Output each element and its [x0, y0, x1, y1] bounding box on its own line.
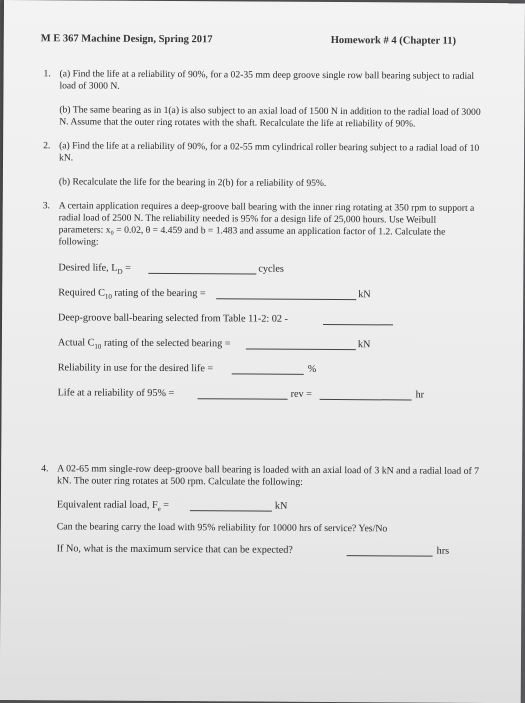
rev-unit: rev =: [290, 388, 312, 400]
problem-3-text: A certain application requires a deep-groove ball bearing with the inner ring rotating at 350 rpm to support a radial load of 2500 N. The reliability needed is 95% for a design life of 25,000 hours. Use Weibull parameters: x₀ = 0.02, θ = 4.459 and b = 1.483 and assume an application factor of 1.2. Calculate the following:: [58, 200, 475, 248]
life95-label: Life at a reliability of 95% =: [57, 387, 175, 400]
life95-row: [58, 387, 482, 402]
problem-number: 4.: [41, 463, 49, 475]
percent-unit: %: [307, 363, 317, 375]
cycles-unit: cycles: [258, 263, 284, 275]
problem-2a: (a) Find the life at a reliability of 90%, for a 02-55 mm cylindrical roller bearing subject to a radial load of 10 kN.: [59, 140, 480, 164]
problem-number: 1.: [43, 68, 51, 80]
life95-hr-blank[interactable]: [320, 399, 412, 401]
actual-c10-blank[interactable]: [246, 348, 356, 350]
hr-unit: hr: [415, 389, 425, 401]
kn-unit: kN: [357, 339, 371, 351]
problem-4: [41, 463, 487, 568]
max-service-row: [57, 543, 486, 558]
required-c10-label: Required $C_{10}$ rating of the bearing =: [58, 287, 206, 301]
desired-life-label: Desired life, $L_D$ =: [58, 262, 131, 276]
desired-life-blank[interactable]: [148, 273, 256, 275]
problem-1b: (b) The same bearing as in 1(a) is also subject to an axial load of 1500 N in addition to the radial load of 3000 N. Assume that the outer ring rotates with the shaft. Recalculate the life at reliability of 90%.: [59, 104, 481, 130]
reliability-blank[interactable]: [232, 373, 304, 374]
problem-2b: (b) Recalculate the life for the bearing in 2(b) for a reliability of 95%.: [58, 176, 327, 189]
equiv-load-row: [57, 499, 486, 514]
reliability-row: [58, 362, 482, 377]
problem-1a: (a) Find the life at a reliability of 90%, for a 02-35 mm deep groove single row ball bearing subject to radial load of 3000 N.: [59, 68, 475, 92]
life95-rev-blank[interactable]: [198, 398, 288, 400]
bearing-selected-row: [58, 312, 482, 327]
required-c10-blank[interactable]: [216, 298, 356, 300]
homework-title: Homework # 4 (Chapter 11): [330, 34, 457, 47]
reliability-label: Reliability in use for the desired life =: [57, 362, 214, 375]
course-title: M E 367 Machine Design, Spring 2017: [40, 33, 213, 46]
desired-life-row: [58, 262, 482, 277]
actual-c10-row: [58, 337, 482, 352]
max-service-blank[interactable]: [347, 555, 433, 557]
problem-number: 2.: [43, 140, 51, 152]
capacity-question: Can the bearing carry the load with 95% reliability for 10000 hrs of service? Yes/No: [56, 521, 388, 535]
problem-list: [41, 68, 483, 415]
max-service-label: If No, what is the maximum service that can be expected?: [56, 543, 293, 556]
page-header: [40, 33, 485, 47]
problem-number: 3.: [42, 200, 50, 212]
bearing-selected-label: Deep-groove ball-bearing selected from Table 11-2: 02 -: [58, 312, 288, 325]
equiv-load-blank[interactable]: [190, 510, 272, 512]
kn-unit: kN: [274, 500, 288, 512]
hrs-unit: hrs: [436, 545, 450, 557]
required-c10-row: [58, 287, 482, 302]
problem-1: [43, 68, 483, 131]
problem-3: [42, 200, 483, 402]
kn-unit: kN: [358, 289, 371, 301]
bearing-selected-blank[interactable]: [323, 324, 393, 325]
equiv-load-label: Equivalent radial load, $F_e$ =: [56, 499, 170, 513]
problem-4-text: A 02-65 mm single-row deep-groove ball bearing is loaded with an axial load of 3 kN and a radial load of 7 kN. The outer ring rotates at 500 rpm. Calculate the following:: [57, 463, 480, 488]
problem-2: [43, 140, 483, 191]
actual-c10-label: Actual $C_{10}$ rating of the selected bearing =: [57, 337, 231, 351]
